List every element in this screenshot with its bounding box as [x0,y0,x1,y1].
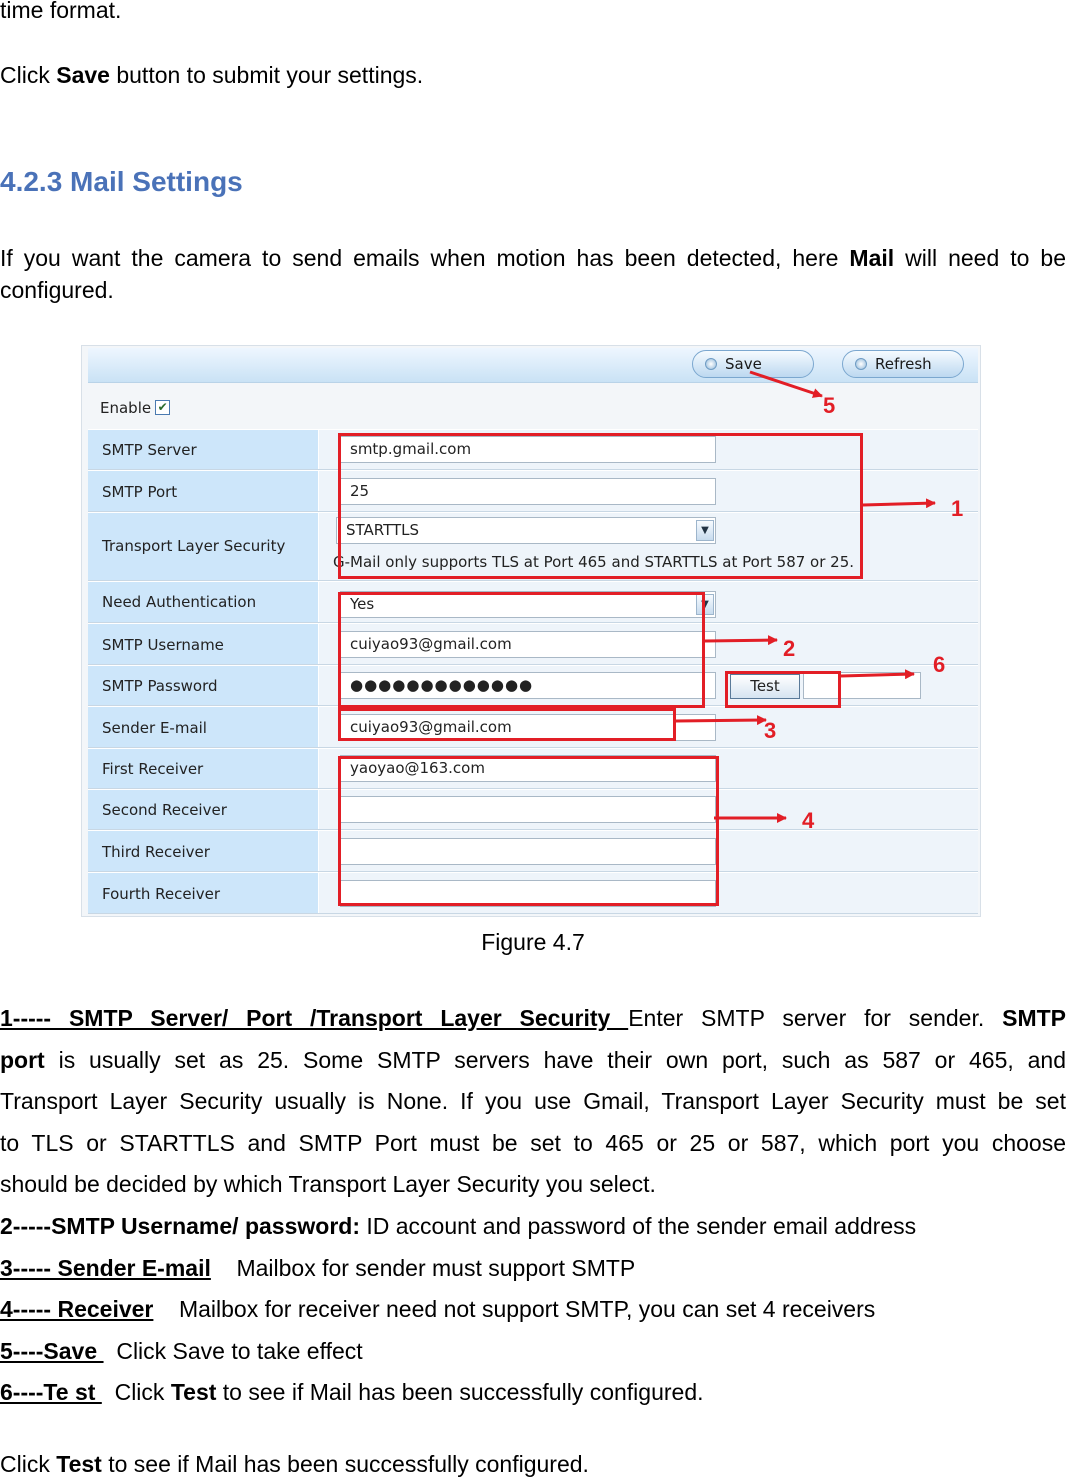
tls-select[interactable]: STARTTLS ▼ [336,517,716,544]
tls-note: G-Mail only supports TLS at Port 465 and STARTTLS at Port 587 or 25. [333,553,855,571]
smtp-server-input[interactable]: smtp.gmail.com [340,436,716,463]
sender-input[interactable]: cuiyao93@gmail.com [340,714,716,741]
figure-caption: Figure 4.7 [481,929,585,955]
note-1-line-2: port is usually set as 25. Some SMTP servers have their own port, such as 587 or 465, and [0,1046,1066,1073]
note-1-line-4: to TLS or STARTTLS and SMTP Port must be set to 465 or 25 or 587, which port you choose [0,1129,1066,1156]
save-instruction: Click Save button to submit your settings. [0,62,424,88]
row-second-receiver: Second Receiver [88,789,978,830]
intro-line: time format. [0,0,122,23]
first-receiver-input[interactable]: yaoyao@163.com [340,755,716,782]
row-password: SMTP Password ●●●●●●●●●●●●● Test [88,665,978,706]
row-need-auth: Need Authentication Yes ▼ [88,581,978,623]
closing-line: Click Test to see if Mail has been successfully configured. [0,1451,589,1477]
callout-arrows [82,346,982,918]
callout-6: 6 [933,652,946,677]
note-1-line-5: should be decided by which Transport Layer Security you select. [0,1171,656,1198]
callout-3: 3 [764,718,777,743]
username-input[interactable]: cuiyao93@gmail.com [340,631,716,658]
note-1-line-3: Transport Layer Security usually is None. If you use Gmail, Transport Layer Security must be set [0,1088,1066,1115]
test-button[interactable]: Test [730,674,800,699]
section-heading: 4.2.3 Mail Settings [0,166,243,197]
row-username: SMTP Username cuiyao93@gmail.com [88,623,978,665]
save-button[interactable]: Save [692,350,814,378]
callout-5: 5 [823,393,836,418]
row-sender: Sender E-mail cuiyao93@gmail.com [88,706,978,748]
refresh-button[interactable]: Refresh [842,350,964,378]
arrow-1 [863,503,935,505]
enable-row: Enable ✔ [100,399,170,417]
need-auth-select[interactable]: Yes ▼ [340,591,716,618]
note-4: 4----- Receiver Mailbox for receiver need not support SMTP, you can set 4 receivers [0,1296,876,1323]
notes-block [0,998,1066,1414]
callout-1: 1 [951,496,964,521]
note-6: 6----Te st Click Test to see if Mail has been successfully configured. [0,1379,704,1406]
password-input[interactable]: ●●●●●●●●●●●●● [340,672,716,699]
arrow-6 [841,674,914,676]
note-5: 5----Save Click Save to take effect [0,1337,363,1364]
row-fourth-receiver: Fourth Receiver [88,872,978,914]
arrow-3 [676,720,766,721]
arrow-2 [705,640,777,641]
enable-checkbox[interactable]: ✔ [155,400,170,415]
callout-2: 2 [783,636,796,661]
chevron-down-icon: ▼ [696,594,714,615]
row-smtp-port: SMTP Port 25 [88,470,978,512]
row-tls: Transport Layer Security STARTTLS ▼ G-Mail only supports TLS at Port 465 and STARTTLS at Port 587 or 25. [88,512,978,581]
row-third-receiver: Third Receiver [88,830,978,872]
note-1-line-1: 1----- SMTP Server/ Port /Transport Layer Security Enter SMTP server for sender. SMTP [0,1005,1066,1031]
row-first-receiver: First Receiver yaoyao@163.com [88,748,978,789]
note-3: 3----- Sender E-mail Mailbox for sender must support SMTP [0,1254,636,1281]
smtp-port-input[interactable]: 25 [340,478,716,505]
lead-paragraph: If you want the camera to send emails when motion has been detected, here Mail will need to be configured. [0,245,1066,303]
arrow-5 [750,372,822,396]
callout-4: 4 [802,808,815,833]
mail-settings-figure [81,345,981,917]
chevron-down-icon: ▼ [696,520,714,541]
row-smtp-server: SMTP Server smtp.gmail.com [88,429,978,470]
note-2: 2-----SMTP Username/ password: ID account and password of the sender email address [0,1212,917,1239]
